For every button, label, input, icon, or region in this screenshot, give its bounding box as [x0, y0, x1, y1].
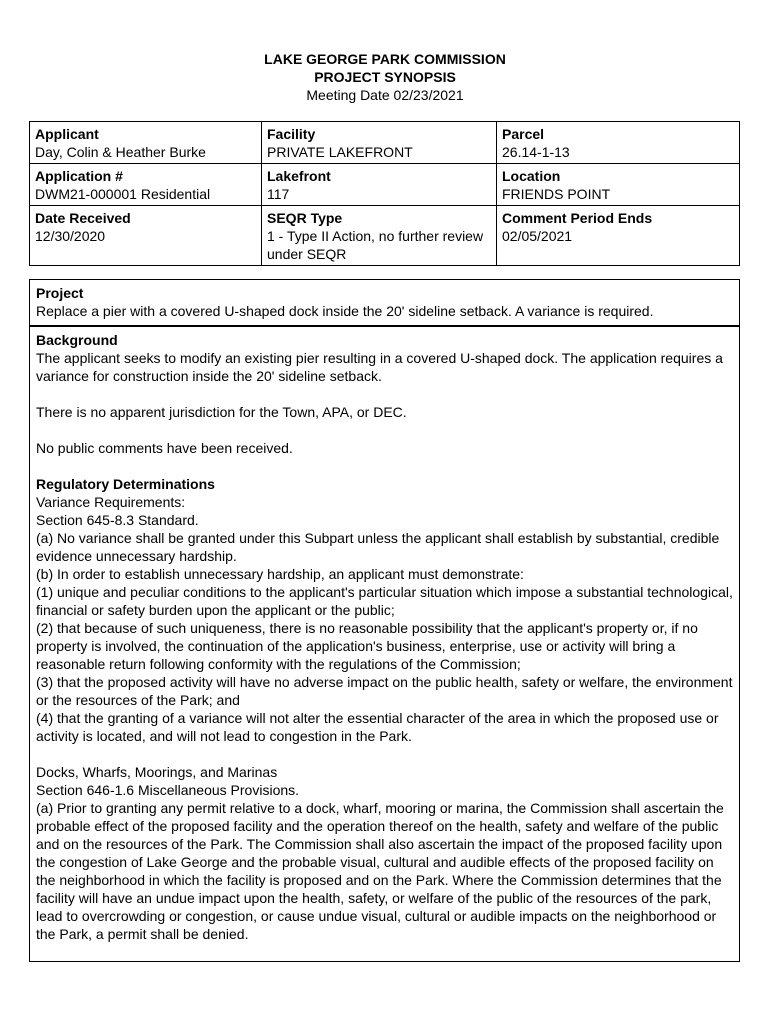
document-header: [0, 50, 770, 104]
project-section: [29, 279, 740, 326]
background-paragraph: The applicant seeks to modify an existing pier resulting in a covered U-shaped dock. The application requires a variance for construction inside the 20' sideline setback.: [36, 350, 723, 384]
background-paragraph: No public comments have been received.: [36, 440, 293, 456]
info-row: [30, 206, 740, 266]
project-text: Replace a pier with a covered U-shaped dock inside the 20' sideline setback. A variance is required.: [36, 303, 654, 319]
regulatory-line: (a) No variance shall be granted under this Subpart unless the applicant shall establish by substantial, credible evidence unnecessary hardship.: [36, 530, 720, 564]
docks-heading: Docks, Wharfs, Moorings, and Marinas: [36, 764, 278, 780]
facility-cell: [262, 122, 497, 164]
seqr-value: 1 - Type II Action, no further review under SEQR: [267, 228, 484, 262]
regulatory-line: (3) that the proposed activity will have no adverse impact on the public health, safety or welfare, the environment or the resources of the Park; and: [36, 674, 733, 708]
location-value: FRIENDS POINT: [502, 186, 611, 202]
comment-period-value: 02/05/2021: [502, 228, 573, 244]
org-name: LAKE GEORGE PARK COMMISSION: [264, 51, 506, 67]
regulatory-line: (4) that the granting of a variance will not alter the essential character of the area in which the proposed use or activity is located, and will not lead to congestion in the Park.: [36, 710, 719, 744]
info-row: [30, 164, 740, 206]
docks-section: Section 646-1.6 Miscellaneous Provisions.: [36, 782, 300, 798]
seqr-cell: [262, 206, 497, 266]
info-row: [30, 122, 740, 164]
parcel-cell: [497, 122, 740, 164]
project-label: Project: [36, 285, 84, 301]
background-label: Background: [36, 332, 118, 348]
facility-label: Facility: [267, 126, 316, 142]
applicant-cell: [30, 122, 262, 164]
lakefront-label: Lakefront: [267, 168, 331, 184]
facility-value: PRIVATE LAKEFRONT: [267, 144, 413, 160]
application-label: Application #: [35, 168, 123, 184]
parcel-value: 26.14-1-13: [502, 144, 570, 160]
date-received-value: 12/30/2020: [35, 228, 106, 244]
lakefront-cell: [262, 164, 497, 206]
info-table: [29, 121, 740, 266]
document-title: PROJECT SYNOPSIS: [314, 69, 456, 85]
lakefront-value: 117: [267, 186, 290, 202]
applicant-value: Day, Colin & Heather Burke: [35, 144, 206, 160]
location-cell: [497, 164, 740, 206]
regulatory-line: Variance Requirements:: [36, 494, 186, 510]
date-received-label: Date Received: [35, 210, 131, 226]
background-section: [29, 326, 740, 962]
regulatory-label: Regulatory Determinations: [36, 476, 215, 492]
application-value: DWM21-000001 Residential: [35, 186, 211, 202]
docks-paragraph: (a) Prior to granting any permit relative to a dock, wharf, mooring or marina, the Commission shall ascertain the probable effect of the proposed facility and the operation thereof on the health, safety and welfare of the public and on the resources of the Park. The Commission shall also ascertain the impact of the proposed facility upon the congestion of Lake George and the probable visual, cultural and audible effects of the proposed facility on the neighborhood in which the facility is proposed and on the Park. Where the Commission determines that the facility will have an undue impact upon the health, safety, or welfare of the public of the resources of the park, lead to overcrowding or congestion, or cause undue visual, cultural or audible impacts on the neighborhood or the Park, a permit shall be denied.: [36, 800, 724, 942]
regulatory-line: (2) that because of such uniqueness, there is no reasonable possibility that the applicant's property or, if no property is involved, the continuation of the application's business, enterprise, use or activity will bring a reasonable return following conformity with the regulations of the Commission;: [36, 620, 698, 672]
application-cell: [30, 164, 262, 206]
regulatory-line: Section 645-8.3 Standard.: [36, 512, 199, 528]
regulatory-line: (1) unique and peculiar conditions to the applicant's particular situation which impose a substantial technological, financial or safety burden upon the applicant or the public;: [36, 584, 733, 618]
location-label: Location: [502, 168, 561, 184]
meeting-date: Meeting Date 02/23/2021: [306, 87, 464, 103]
comment-period-label: Comment Period Ends: [502, 210, 653, 226]
date-received-cell: [30, 206, 262, 266]
comment-period-cell: [497, 206, 740, 266]
regulatory-line: (b) In order to establish unnecessary hardship, an applicant must demonstrate:: [36, 566, 524, 582]
parcel-label: Parcel: [502, 126, 545, 142]
background-paragraph: There is no apparent jurisdiction for the Town, APA, or DEC.: [36, 404, 407, 420]
seqr-label: SEQR Type: [267, 210, 343, 226]
applicant-label: Applicant: [35, 126, 99, 142]
